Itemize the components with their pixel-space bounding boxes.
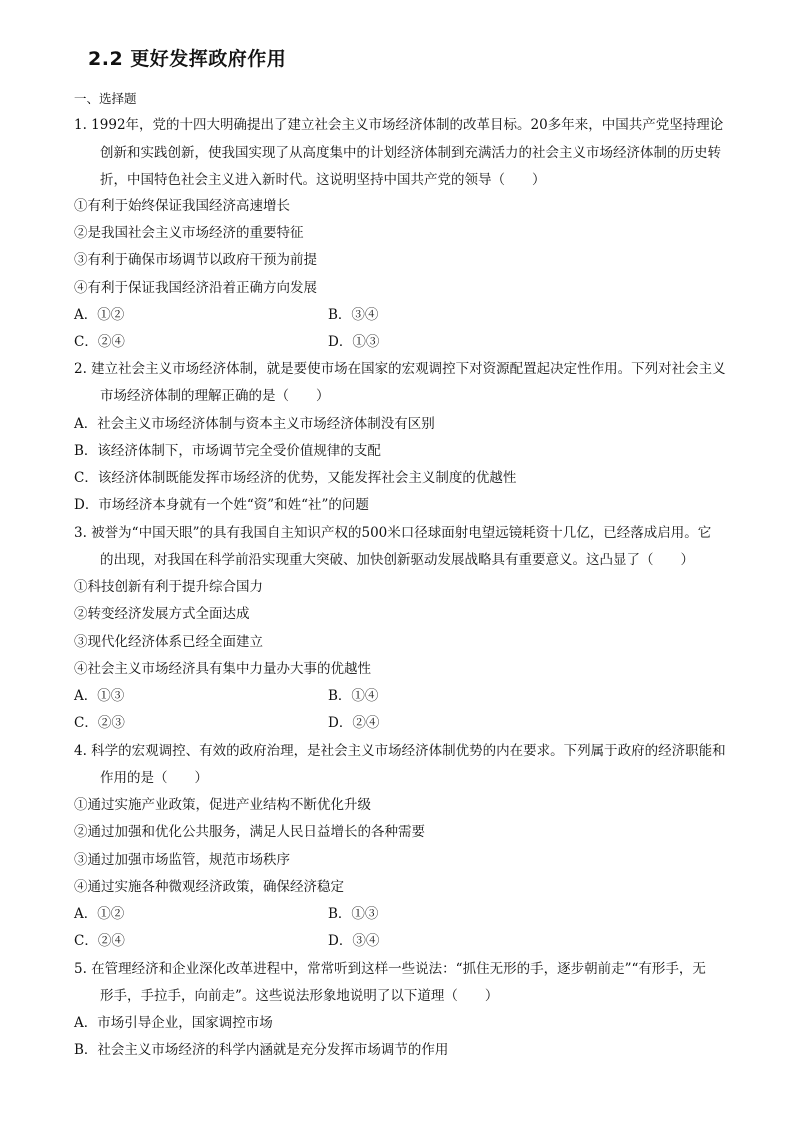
question-2-option-c: C．该经济体制既能发挥市场经济的优势，又能发挥社会主义制度的优越性: [74, 470, 517, 486]
question-2-option-d: D．市场经济本身就有一个姓“资”和姓“社”的问题: [74, 497, 369, 513]
question-1-statement-4: ④有利于保证我国经济沿着正确方向发展: [74, 280, 317, 296]
question-1-option-b: B．③④: [328, 307, 379, 323]
question-4-line-1: 4. 科学的宏观调控、有效的政府治理，是社会主义市场经济体制优势的内在要求。下列属于政府的经济职能和: [74, 743, 726, 759]
question-1-statement-2: ②是我国社会主义市场经济的重要特征: [74, 225, 304, 241]
question-2-line-1: 2. 建立社会主义市场经济体制，就是要使市场在国家的宏观调控下对资源配置起决定性作用。下列对社会主义: [74, 361, 726, 377]
question-5-option-b: B．社会主义市场经济的科学内涵就是充分发挥市场调节的作用: [74, 1042, 449, 1058]
question-1-option-c: C．②④: [74, 334, 125, 350]
question-2-option-b: B．该经济体制下，市场调节完全受价值规律的支配: [74, 443, 381, 459]
question-1-line-1: 1. 1992年，党的十四大明确提出了建立社会主义市场经济体制的改革目标。20多年来，中国共产党坚持理论: [74, 117, 724, 133]
question-2-line-2: 市场经济体制的理解正确的是（ ）: [100, 388, 330, 404]
question-3-option-b: B．①④: [328, 688, 379, 704]
question-3-statement-3: ③现代化经济体系已经全面建立: [74, 634, 263, 650]
question-4-line-2: 作用的是（ ）: [100, 770, 208, 786]
question-4-statement-2: ②通过加强和优化公共服务，满足人民日益增长的各种需要: [74, 824, 425, 840]
question-4-option-c: C．②④: [74, 933, 125, 949]
question-3-line-2: 的出现，对我国在科学前沿实现重大突破、加快创新驱动发展战略具有重要意义。这凸显了（ ）: [100, 552, 694, 568]
question-3-statement-4: ④社会主义市场经济具有集中力量办大事的优越性: [74, 661, 371, 677]
question-1-line-2: 创新和实践创新，使我国实现了从高度集中的计划经济体制到充满活力的社会主义市场经济体制的历史转: [100, 145, 721, 161]
question-5-line-1: 5. 在管理经济和企业深化改革进程中，常常听到这样一些说法：“抓住无形的手，逐步朝前走”“有形手，无: [74, 961, 706, 977]
question-2-option-a: A．社会主义市场经济体制与资本主义市场经济体制没有区别: [74, 416, 435, 432]
question-3-option-a: A．①③: [74, 688, 125, 704]
question-3-statement-1: ①科技创新有利于提升综合国力: [74, 579, 263, 595]
question-4-option-a: A．①②: [74, 906, 125, 922]
question-1-option-d: D．①③: [328, 334, 380, 350]
question-1-statement-1: ①有利于始终保证我国经济高速增长: [74, 198, 290, 214]
section-heading: 一、选择题: [74, 91, 137, 106]
question-1-option-a: A．①②: [74, 307, 125, 323]
page-title: 2.2 更好发挥政府作用: [88, 48, 287, 70]
question-3-option-d: D．②④: [328, 715, 380, 731]
question-5-line-2: 形手，手拉手，向前走”。这些说法形象地说明了以下道理（ ）: [100, 988, 499, 1004]
question-4-statement-1: ①通过实施产业政策，促进产业结构不断优化升级: [74, 797, 371, 813]
question-3-statement-2: ②转变经济发展方式全面达成: [74, 606, 250, 622]
question-1-line-3: 折，中国特色社会主义进入新时代。这说明坚持中国共产党的领导（ ）: [100, 172, 546, 188]
question-5-option-a: A．市场引导企业，国家调控市场: [74, 1015, 273, 1031]
question-4-statement-3: ③通过加强市场监管，规范市场秩序: [74, 852, 290, 868]
question-1-statement-3: ③有利于确保市场调节以政府干预为前提: [74, 252, 317, 268]
question-3-line-1: 3. 被誉为“中国天眼”的具有我国自主知识产权的500米口径球面射电望远镜耗资十几亿，已经落成启用。它: [74, 525, 712, 541]
question-3-option-c: C．②③: [74, 715, 125, 731]
question-4-statement-4: ④通过实施各种微观经济政策，确保经济稳定: [74, 879, 344, 895]
question-4-option-d: D．③④: [328, 933, 380, 949]
question-4-option-b: B．①③: [328, 906, 379, 922]
